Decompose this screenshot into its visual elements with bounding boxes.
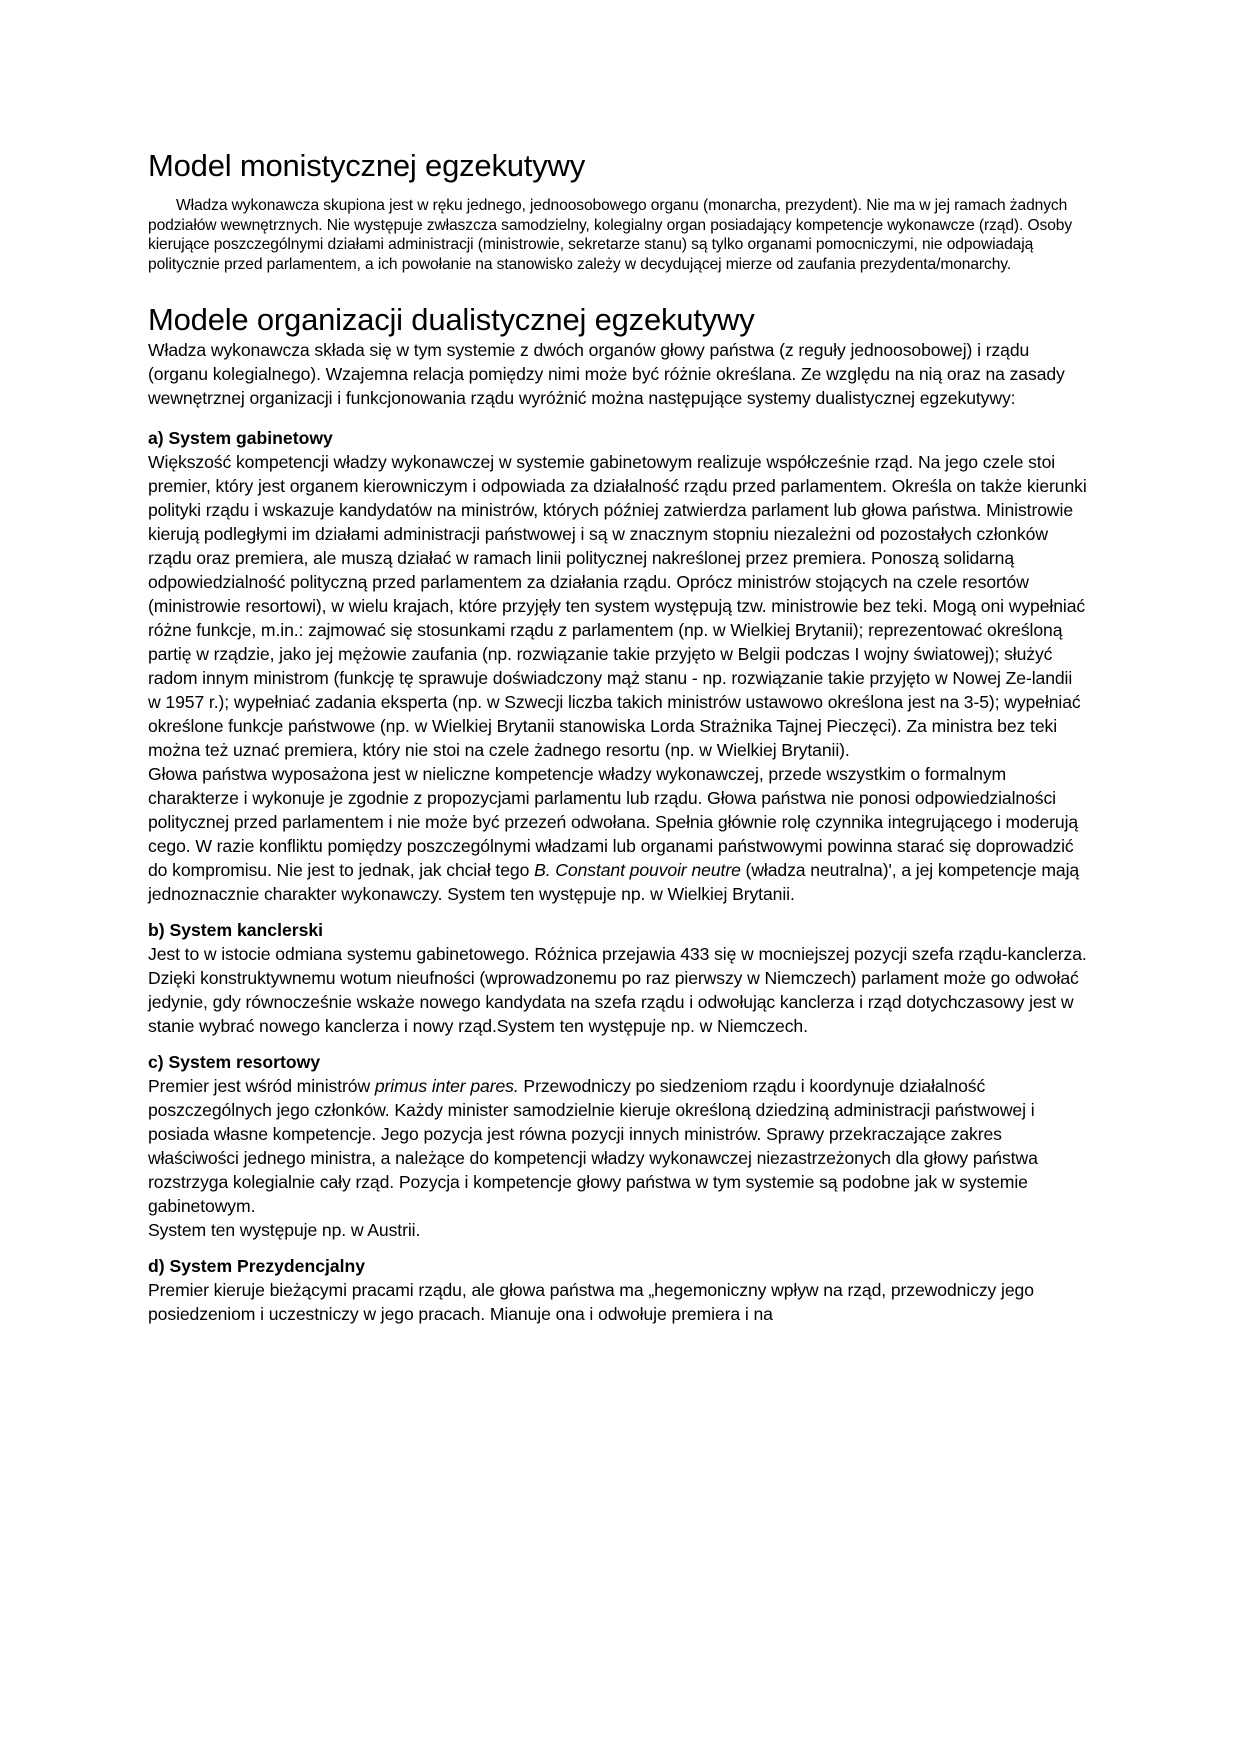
section-b-title: b) System kanclerski xyxy=(148,920,324,941)
dualistic-intro-paragraph: Władza wykonawcza składa się w tym systemie z dwóch organów głowy państwa (z reguły jednoosobowej) i rządu (organu kolegialnego). Wzajemna relacja pomiędzy nimi może być różnie określana. Ze względu na nią oraz na zasady wewnętrznej organizacji i funkcjonowania rządu wyróżnić można następujące systemy dualistycznej egzekutywy: xyxy=(148,340,1065,409)
section-c-p1-italic: primus inter pares. xyxy=(374,1076,519,1097)
section-c-paragraph-2: System ten występuje np. w Austrii. xyxy=(148,1220,421,1241)
section-a-p2-text-after: (władza neutralna)', a jej kompetencje mają jednoznacznie charakter wykonawczy. System ten występuje np. w Wielkiej Brytanii. xyxy=(148,860,1080,905)
section-c-p1-text-after: Przewodniczy po siedzeniom rządu i koordynuje działalność poszczególnych jego członków. Każdy minister samodzielnie kieruje określoną dziedziną administracji państwowej i posiada własne kompetencje. Jego pozycja jest równa pozycji innych ministrów. Sprawy przekraczające zakres właściwości jednego ministra, a należące do kompetencji władzy wykonawczej niezastrzeżonych dla głowy państwa rozstrzyga kolegialnie cały rząd. Pozycja i kompetencje głowy państwa w tym systemie są podobne jak w systemie gabinetowym. xyxy=(148,1076,1038,1217)
intro-paragraph: Władza wykonawcza skupiona jest w ręku jednego, jednoosobowego organu (monarcha, prezydent). Nie ma w jej ramach żadnych podziałów wewnętrznych. Nie występuje zwłaszcza samodzielny, kolegialny organ posiadający kompetencje wykonawcze (rząd). Osoby kierujące poszczególnymi działami administracji (ministrowie, sekretarze stanu) są tylko organami pomocniczymi, nie odpowiadają politycznie przed parlamentem, a ich powołanie na stanowisko zależy w decydującej mierze od zaufania prezydenta/monarchy. xyxy=(148,197,1073,273)
section-a-title: a) System gabinetowy xyxy=(148,428,333,449)
heading-monistic-executive: Model monistycznej egzekutywy xyxy=(148,148,585,183)
section-b-paragraph-1: Jest to w istocie odmiana systemu gabinetowego. Różnica przejawia 433 się w mocniejszej pozycji szefa rządu-kanclerza. Dzięki konstruktywnemu wotum nieufności (wprowadzonemu po raz pierwszy w Niemczech) parlament może go odwołać jedynie, gdy równocześnie wskaże nowego kandydata na szefa rządu i odwołując kanclerza i rząd dotychczasowy jest w stanie wybrać nowego kanclerza i nowy rząd.System ten występuje np. w Niemczech. xyxy=(148,944,1087,1037)
document-page xyxy=(148,148,1088,1326)
section-a-paragraph-1: Większość kompetencji władzy wykonawczej w systemie gabinetowym realizuje współcześnie rząd. Na jego czele stoi premier, który jest organem kierowniczym i odpowiada za działalność rządu przed parlamentem. Określa on także kierunki polityki rządu i wskazuje kandydatów na ministrów, których później zatwierdza parlament lub głowa państwa. Ministrowie kierują podległymi im działami administracji państwowej i są w znacznym stopniu niezależni od pozostałych członków rządu oraz premiera, ale muszą działać w ramach linii politycznej nakreślonej przez premiera. Ponoszą solidarną odpowiedzialność polityczną przed parlamentem za działania rządu. Oprócz ministrów stojących na czele resortów (ministrowie resortowi), w wielu krajach, które przyjęły ten system występują tzw. ministrowie bez teki. Mogą oni wypełniać różne funkcje, m.in.: zajmować się stosunkami rządu z parlamentem (np. w Wielkiej Brytanii); reprezentować określoną partię w rządzie, jako jej mężowie zaufania (np. rozwiązanie takie przyjęto w Belgii podczas I wojny światowej); służyć radom innym ministrom (funkcję tę sprawuje doświadczony mąż stanu - np. rozwiązanie takie przyjęto w Nowej Ze-landii w 1957 r.); wypełniać zadania eksperta (np. w Szwecji liczba takich ministrów ustawowo określona jest na 3-5); wypełniać określone funkcje państwowe (np. w Wielkiej Brytanii stanowiska Lorda Strażnika Tajnej Pieczęci). Za ministra bez teki można też uznać premiera, który nie stoi na czele żadnego resortu (np. w Wielkiej Brytanii). xyxy=(148,452,1087,761)
section-a-p2-italic: B. Constant pouvoir neutre xyxy=(534,860,741,881)
section-c-paragraph-1 xyxy=(148,1074,1088,1218)
section-d-title: d) System Prezydencjalny xyxy=(148,1256,366,1277)
section-a-p2-text-before: Głowa państwa wyposażona jest w nieliczne kompetencje władzy wykonawczej, przede wszystkim o formalnym charakterze i wykonuje je zgodnie z propozycjami parlamentu lub rządu. Głowa państwa nie ponosi odpowiedzialności politycznej przed parlamentem i nie może być przezeń odwołana. Spełnia głównie rolę czynnika integrującego i moderują cego. W razie konfliktu pomiędzy poszczególnymi władzami lub organami państwowymi powinna starać się doprowadzić do kompromisu. Nie jest to jednak, jak chciał tego xyxy=(148,764,1079,881)
heading-dualistic-executive: Modele organizacji dualistycznej egzekutywy xyxy=(148,302,755,338)
section-c-p1-text-before: Premier jest wśród ministrów xyxy=(148,1076,375,1097)
section-d-paragraph-1: Premier kieruje bieżącymi pracami rządu, ale głowa państwa ma „hegemoniczny wpływ na rząd, przewodniczy jego posiedzeniom i uczestniczy w jego pracach. Mianuje ona i odwołuje premiera i na xyxy=(148,1280,1034,1325)
section-c-title: c) System resortowy xyxy=(148,1052,321,1073)
section-a-paragraph-2 xyxy=(148,762,1088,906)
